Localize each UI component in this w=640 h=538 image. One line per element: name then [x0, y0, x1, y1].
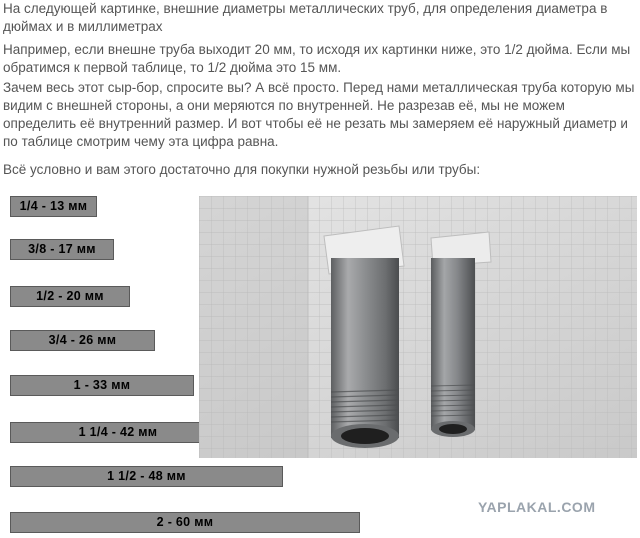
- summary-paragraph: Всё условно и вам этого достаточно для покупки нужной резьбы или трубы:: [3, 162, 481, 177]
- intro-paragraph: На следующей картинке, внешние диаметры металлических труб, для определения диаметра в дюймах и в миллиметрах: [3, 1, 608, 34]
- size-bar-three-quarter-inch: 3/4 - 26 мм: [10, 330, 155, 351]
- size-bar-one-inch: 1 - 33 мм: [10, 375, 194, 396]
- size-bar-three-eighths-inch: 3/8 - 17 мм: [10, 239, 114, 260]
- size-bar-two-inch: 2 - 60 мм: [10, 512, 360, 533]
- size-bar-quarter-inch: 1/4 - 13 мм: [10, 196, 97, 217]
- site-watermark: YAPLAKAL.COM: [478, 499, 596, 515]
- explanation-paragraph: Зачем весь этот сыр-бор, спросите вы? А всё просто. Перед нами металлическая труба которую мы видим с внешней стороны, а они меряются по внутренней. Не разрезав её, мы не можем определить её внутренний размер. И вот чтобы её не резать мы замеряем её наружный диаметр и по таблице смотрим чему эта цифра равна.: [3, 80, 635, 149]
- example-paragraph: Например, если внешне труба выходит 20 мм, то исходя их картинки ниже, это 1/2 дюйма. Если мы обратимся к первой таблице, то 1/2 дюйма это 15 мм.: [3, 42, 631, 75]
- size-bar-half-inch: 1/2 - 20 мм: [10, 286, 130, 307]
- pipes-photo: [199, 196, 637, 458]
- size-bar-one-half-inch: 1 1/2 - 48 мм: [10, 466, 283, 487]
- pipes-photo-icon: [199, 196, 637, 458]
- size-bar-one-quarter-inch: 1 1/4 - 42 мм: [10, 422, 226, 443]
